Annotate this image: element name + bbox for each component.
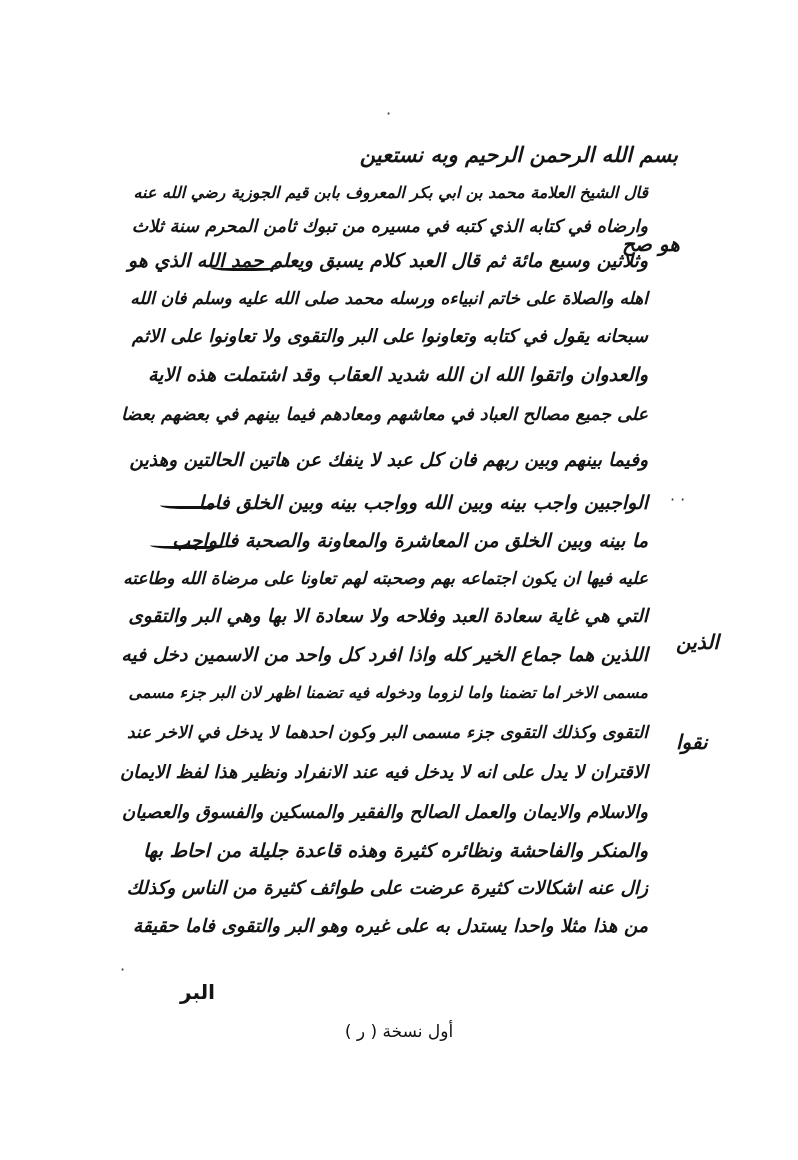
manuscript-line-18: والمنكر والفاحشة ونظائره كثيرة وهذه قاعدة جليلة من احاط بها (143, 840, 648, 862)
catchword: البر (180, 980, 215, 1004)
manuscript-line-13: اللذين هما جماع الخير كله واذا افرد كل واحد من الاسمين دخل فيه (121, 644, 648, 666)
manuscript-line-16: الاقتران لا يدل على انه لا يدخل فيه عند الانفراد ونظير هذا لفظ الايمان (119, 762, 648, 783)
manuscript-line-12: التي هي غاية سعادة العبد وفلاحه ولا سعادة الا بها وهي البر والتقوى (128, 606, 648, 627)
manuscript-line-6: والعدوان واتقوا الله ان الله شديد العقاب وقد اشتملت هذه الاية (147, 364, 648, 386)
manuscript-line-3: وثلاثين وسبع مائة ثم قال العبد كلام يسبق ويعلم حمد الله الذي هو (127, 250, 648, 272)
manuscript-line-8: وفيما بينهم وبين ربهم فان كل عبد لا ينفك عن هاتين الحالتين وهذين (129, 450, 648, 471)
margin-note-right-2: الذين (676, 630, 719, 654)
ink-flourish (160, 500, 220, 509)
manuscript-line-19: زال عنه اشكالات كثيرة عرضت على طوائف كثيرة من الناس وكذلك (126, 878, 648, 899)
margin-note-right-3: نقوا (676, 730, 708, 754)
ink-dots: · · (670, 490, 686, 509)
manuscript-line-1: قال الشيخ العلامة محمد بن ابي بكر المعروف بابن قيم الجوزية رضي الله عنه (133, 183, 648, 202)
manuscript-line-5: سبحانه يقول في كتابه وتعاونوا على البر والتقوى ولا تعاونوا على الاثم (131, 326, 648, 347)
manuscript-line-17: والاسلام والايمان والعمل الصالح والفقير والمسكين والفسوق والعصيان (121, 802, 648, 823)
manuscript-line-15: التقوى وكذلك التقوى جزء مسمى البر وكون احدهما لا يدخل في الاخر عند (127, 723, 648, 743)
ink-dot: · (120, 960, 126, 979)
manuscript-line-4: اهله والصلاة على خاتم انبياءه ورسله محمد صلى الله عليه وسلم فان الله (130, 289, 648, 309)
basmala: بسم الله الرحمن الرحيم وبه نستعين (359, 143, 678, 167)
manuscript-line-20: من هذا مثلا واحدا يستدل به على غيره وهو البر والتقوى فاما حقيقة (132, 916, 648, 937)
manuscript-line-11: عليه فيها ان يكون اجتماعه بهم وصحبته لهم تعاونا على مرضاة الله وطاعته (123, 569, 648, 589)
manuscript-line-9: الواجبين واجب بينه وبين الله وواجب بينه وبين الخلق فاما (198, 492, 648, 514)
margin-note-right-1: هو صح (622, 232, 680, 256)
manuscript-line-10: ما بينه وبين الخلق من المعاشرة والمعاونة والصحبة فالواجب (172, 530, 648, 552)
manuscript-line-14: مسمى الاخر اما تضمنا واما لزوما ودخوله فيه تضمنا اظهر لان البر جزء مسمى (128, 683, 648, 702)
manuscript-line-7: على جميع مصالح العباد في معاشهم ومعادهم فيما بينهم في بعضهم بعضا (121, 405, 648, 425)
figure-caption: أول نسخة ( ر ) (344, 1022, 454, 1042)
ink-flourish (210, 262, 280, 271)
ink-dot: · (386, 104, 392, 123)
ink-flourish (150, 540, 230, 549)
manuscript-line-2: وارضاه في كتابه الذي كتبه في مسيره من تبوك ثامن المحرم سنة ثلاث (131, 217, 648, 237)
